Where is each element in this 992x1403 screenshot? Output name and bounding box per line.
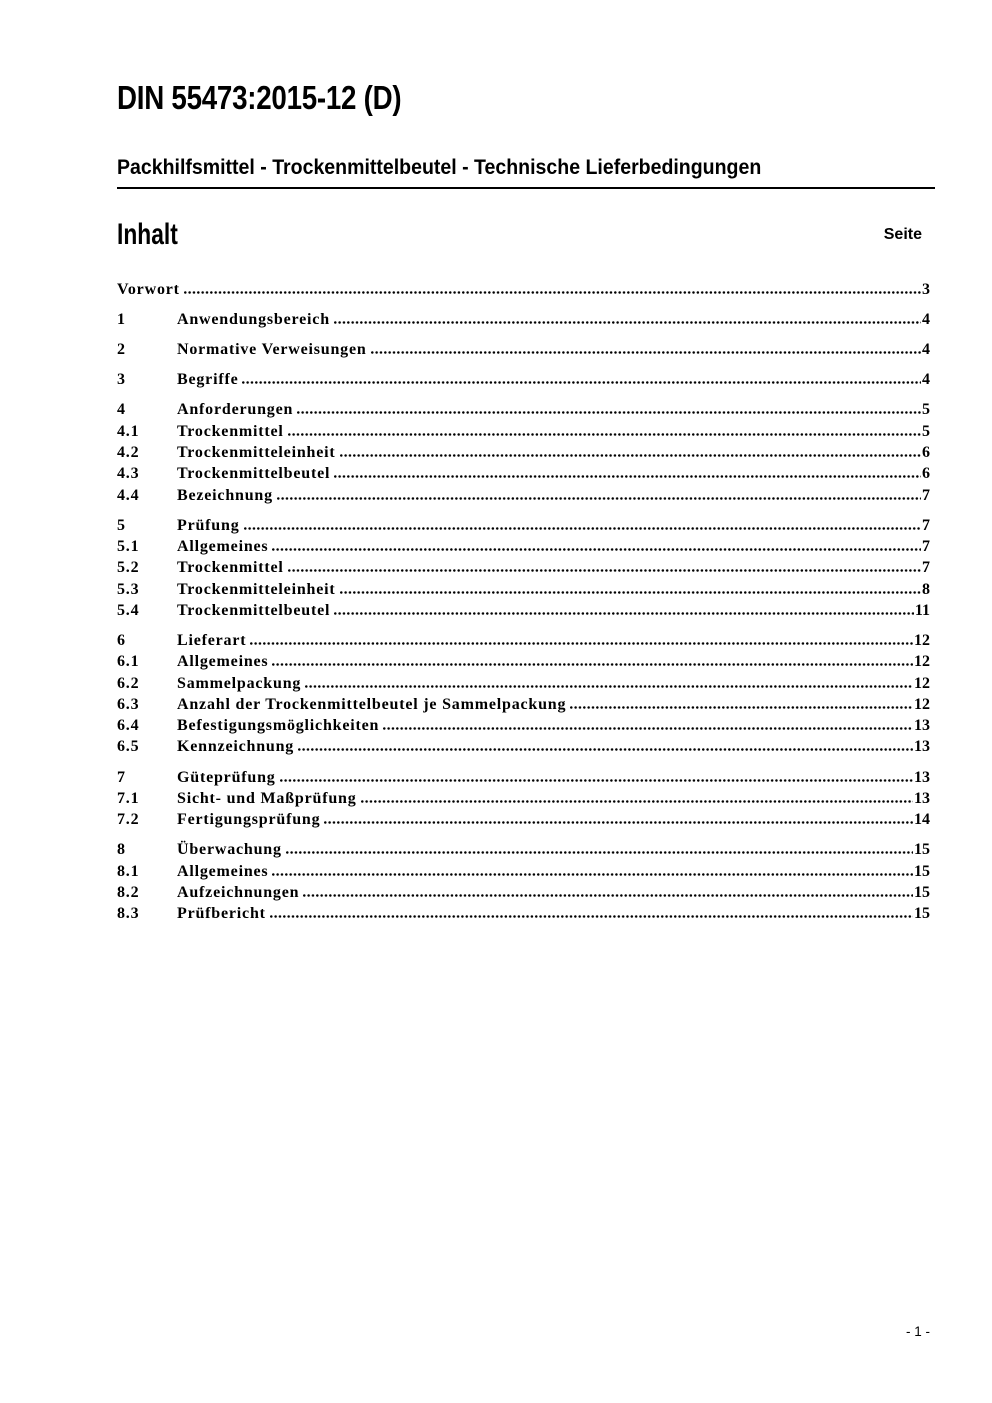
toc-entry-number: 2	[117, 341, 126, 359]
toc-entry	[117, 557, 930, 578]
toc-entry	[117, 579, 930, 600]
toc-entry-number: 6.2	[117, 674, 140, 692]
toc-entry-page: 13	[914, 768, 930, 786]
toc-entry-title: Fertigungsprüfung	[177, 811, 321, 829]
toc-entry-title: Trockenmittelbeutel	[177, 601, 331, 619]
dot-leader	[340, 454, 922, 457]
toc-entry-page: 7	[922, 516, 930, 534]
toc-entry-title: Güteprüfung	[177, 768, 276, 786]
dot-leader	[324, 821, 913, 824]
toc-entry-title: Trockenmittel	[177, 559, 284, 577]
dot-leader	[280, 779, 913, 782]
toc-entry-title: Allgemeines	[177, 537, 269, 555]
toc-entry-page: 12	[914, 674, 930, 692]
toc-entry-number: 6.3	[117, 695, 140, 713]
toc-entry-page: 13	[914, 717, 930, 735]
dot-leader	[297, 411, 921, 414]
toc-entry-title: Kennzeichnung	[177, 738, 295, 756]
toc-entry-page: 4	[922, 311, 930, 329]
toc-entry-number: 5.3	[117, 580, 140, 598]
toc-entry-page: 5	[922, 401, 930, 419]
toc-entry-number: 4.1	[117, 422, 140, 440]
toc-entry	[117, 630, 930, 651]
toc-entry-page: 3	[922, 281, 930, 298]
dot-leader	[288, 569, 921, 572]
dot-leader	[303, 894, 913, 897]
toc-entry	[117, 694, 930, 715]
toc-heading: Inhalt	[117, 218, 178, 251]
dot-leader	[277, 497, 921, 500]
toc-entry	[117, 715, 930, 736]
toc-entry	[117, 339, 930, 360]
toc-entry-page: 6	[922, 465, 930, 483]
toc-entry-number: 6.5	[117, 738, 140, 756]
toc-entry	[117, 421, 930, 442]
toc-entry-page: 7	[922, 559, 930, 577]
toc-entry	[117, 515, 930, 536]
toc-entry-title: Trockenmittelbeutel	[177, 465, 331, 483]
toc-entry-title: Trockenmittel	[177, 422, 284, 440]
dot-leader	[305, 685, 913, 688]
toc-entry	[117, 903, 930, 924]
toc-entry-page: 4	[922, 371, 930, 389]
toc-entry	[117, 882, 930, 903]
dot-leader	[250, 642, 913, 645]
toc-entry	[117, 309, 930, 330]
toc-entry-number: 5.4	[117, 601, 140, 619]
toc-entry-page: 15	[914, 905, 930, 923]
toc-entry-number: 5.1	[117, 537, 140, 555]
toc-entry	[117, 809, 930, 830]
toc-entry-title: Normative Verweisungen	[177, 341, 367, 359]
toc-entry	[117, 788, 930, 809]
toc-entry-number: 5.2	[117, 559, 140, 577]
dot-leader	[340, 591, 922, 594]
toc-entry-page: 13	[914, 789, 930, 807]
toc-entry-title: Trockenmitteleinheit	[177, 443, 336, 461]
toc-entry-number: 8	[117, 841, 126, 859]
toc-entry	[117, 442, 930, 463]
toc-entry	[117, 651, 930, 672]
toc-entry-title: Vorwort	[117, 281, 180, 298]
dot-leader	[270, 915, 913, 918]
dot-leader	[334, 321, 921, 324]
dot-leader	[272, 548, 921, 551]
toc-entry-number: 6	[117, 631, 126, 649]
toc-entry-page: 11	[914, 601, 930, 619]
document-number-title: DIN 55473:2015-12 (D)	[117, 79, 402, 116]
dot-leader	[361, 800, 913, 803]
toc-entry	[117, 600, 930, 621]
toc-entry	[117, 736, 930, 757]
toc-entry-number: 4	[117, 401, 126, 419]
toc-entry-number: 6.1	[117, 653, 140, 671]
toc-entry-page: 12	[914, 631, 930, 649]
toc-entry	[117, 485, 930, 506]
toc-entry	[117, 861, 930, 882]
document-title-rule	[117, 154, 935, 189]
toc-entry-title: Anwendungsbereich	[177, 311, 330, 329]
toc-entry-title: Sicht- und Maßprüfung	[177, 789, 357, 807]
toc-entry-page: 6	[922, 443, 930, 461]
toc-entry-page: 14	[914, 811, 930, 829]
toc-entry-page: 5	[922, 422, 930, 440]
toc-entry-title: Anforderungen	[177, 401, 294, 419]
toc-entry-number: 4.3	[117, 465, 140, 483]
dot-leader	[570, 706, 913, 709]
toc-entry-page: 15	[914, 883, 930, 901]
toc-entry-number: 8.3	[117, 905, 140, 923]
dot-leader	[286, 851, 913, 854]
toc-entry-title: Überwachung	[177, 841, 282, 859]
table-of-contents	[117, 279, 930, 924]
dot-leader	[272, 873, 913, 876]
toc-entry-title: Befestigungsmöglichkeiten	[177, 717, 380, 735]
toc-entry-title: Bezeichnung	[177, 486, 273, 504]
toc-entry-page: 12	[914, 653, 930, 671]
dot-leader	[272, 663, 913, 666]
toc-entry-number: 5	[117, 516, 126, 534]
toc-entry-number: 8.1	[117, 862, 140, 880]
dot-leader	[184, 291, 921, 294]
toc-entry-page: 15	[914, 841, 930, 859]
toc-entry-page: 8	[922, 580, 930, 598]
toc-entry-title: Sammelpackung	[177, 674, 302, 692]
toc-entry-number: 7.2	[117, 811, 140, 829]
toc-entry-number: 3	[117, 371, 126, 389]
toc-entry-title: Allgemeines	[177, 862, 269, 880]
toc-entry	[117, 399, 930, 420]
toc-entry-title: Trockenmitteleinheit	[177, 580, 336, 598]
toc-entry-number: 6.4	[117, 717, 140, 735]
dot-leader	[383, 727, 913, 730]
toc-entry-number: 7	[117, 768, 126, 786]
dot-leader	[288, 433, 921, 436]
dot-leader	[334, 475, 921, 478]
dot-leader	[334, 612, 914, 615]
toc-entry	[117, 279, 930, 300]
toc-entry	[117, 463, 930, 484]
dot-leader	[298, 748, 913, 751]
toc-entry-title: Anzahl der Trockenmittelbeutel je Sammelpackung	[177, 695, 567, 713]
toc-entry-number: 1	[117, 311, 126, 329]
toc-entry-number: 7.1	[117, 789, 140, 807]
toc-entry-page: 4	[922, 341, 930, 359]
dot-leader	[242, 381, 921, 384]
toc-entry	[117, 767, 930, 788]
page-number-footer: - 1 -	[905, 1324, 930, 1339]
toc-entry-title: Prüfung	[177, 516, 240, 534]
toc-entry-title: Prüfbericht	[177, 905, 266, 923]
dot-leader	[371, 351, 921, 354]
toc-page-column-label: Seite	[883, 226, 922, 243]
toc-entry-page: 13	[914, 738, 930, 756]
dot-leader	[244, 527, 922, 530]
toc-entry-page: 7	[922, 486, 930, 504]
toc-entry	[117, 839, 930, 860]
toc-entry-page: 7	[922, 537, 930, 555]
document-title: Packhilfsmittel - Trockenmittelbeutel - Technische Lieferbedingungen	[117, 156, 762, 179]
toc-entry-title: Begriffe	[177, 371, 239, 389]
toc-entry-title: Lieferart	[177, 631, 247, 649]
toc-entry-title: Aufzeichnungen	[177, 883, 300, 901]
toc-entry-page: 15	[914, 862, 930, 880]
toc-entry-number: 4.2	[117, 443, 140, 461]
toc-entry-title: Allgemeines	[177, 653, 269, 671]
toc-entry	[117, 536, 930, 557]
toc-entry	[117, 673, 930, 694]
toc-entry-page: 12	[914, 695, 930, 713]
toc-entry	[117, 369, 930, 390]
toc-entry-number: 8.2	[117, 883, 140, 901]
toc-entry-number: 4.4	[117, 486, 140, 504]
